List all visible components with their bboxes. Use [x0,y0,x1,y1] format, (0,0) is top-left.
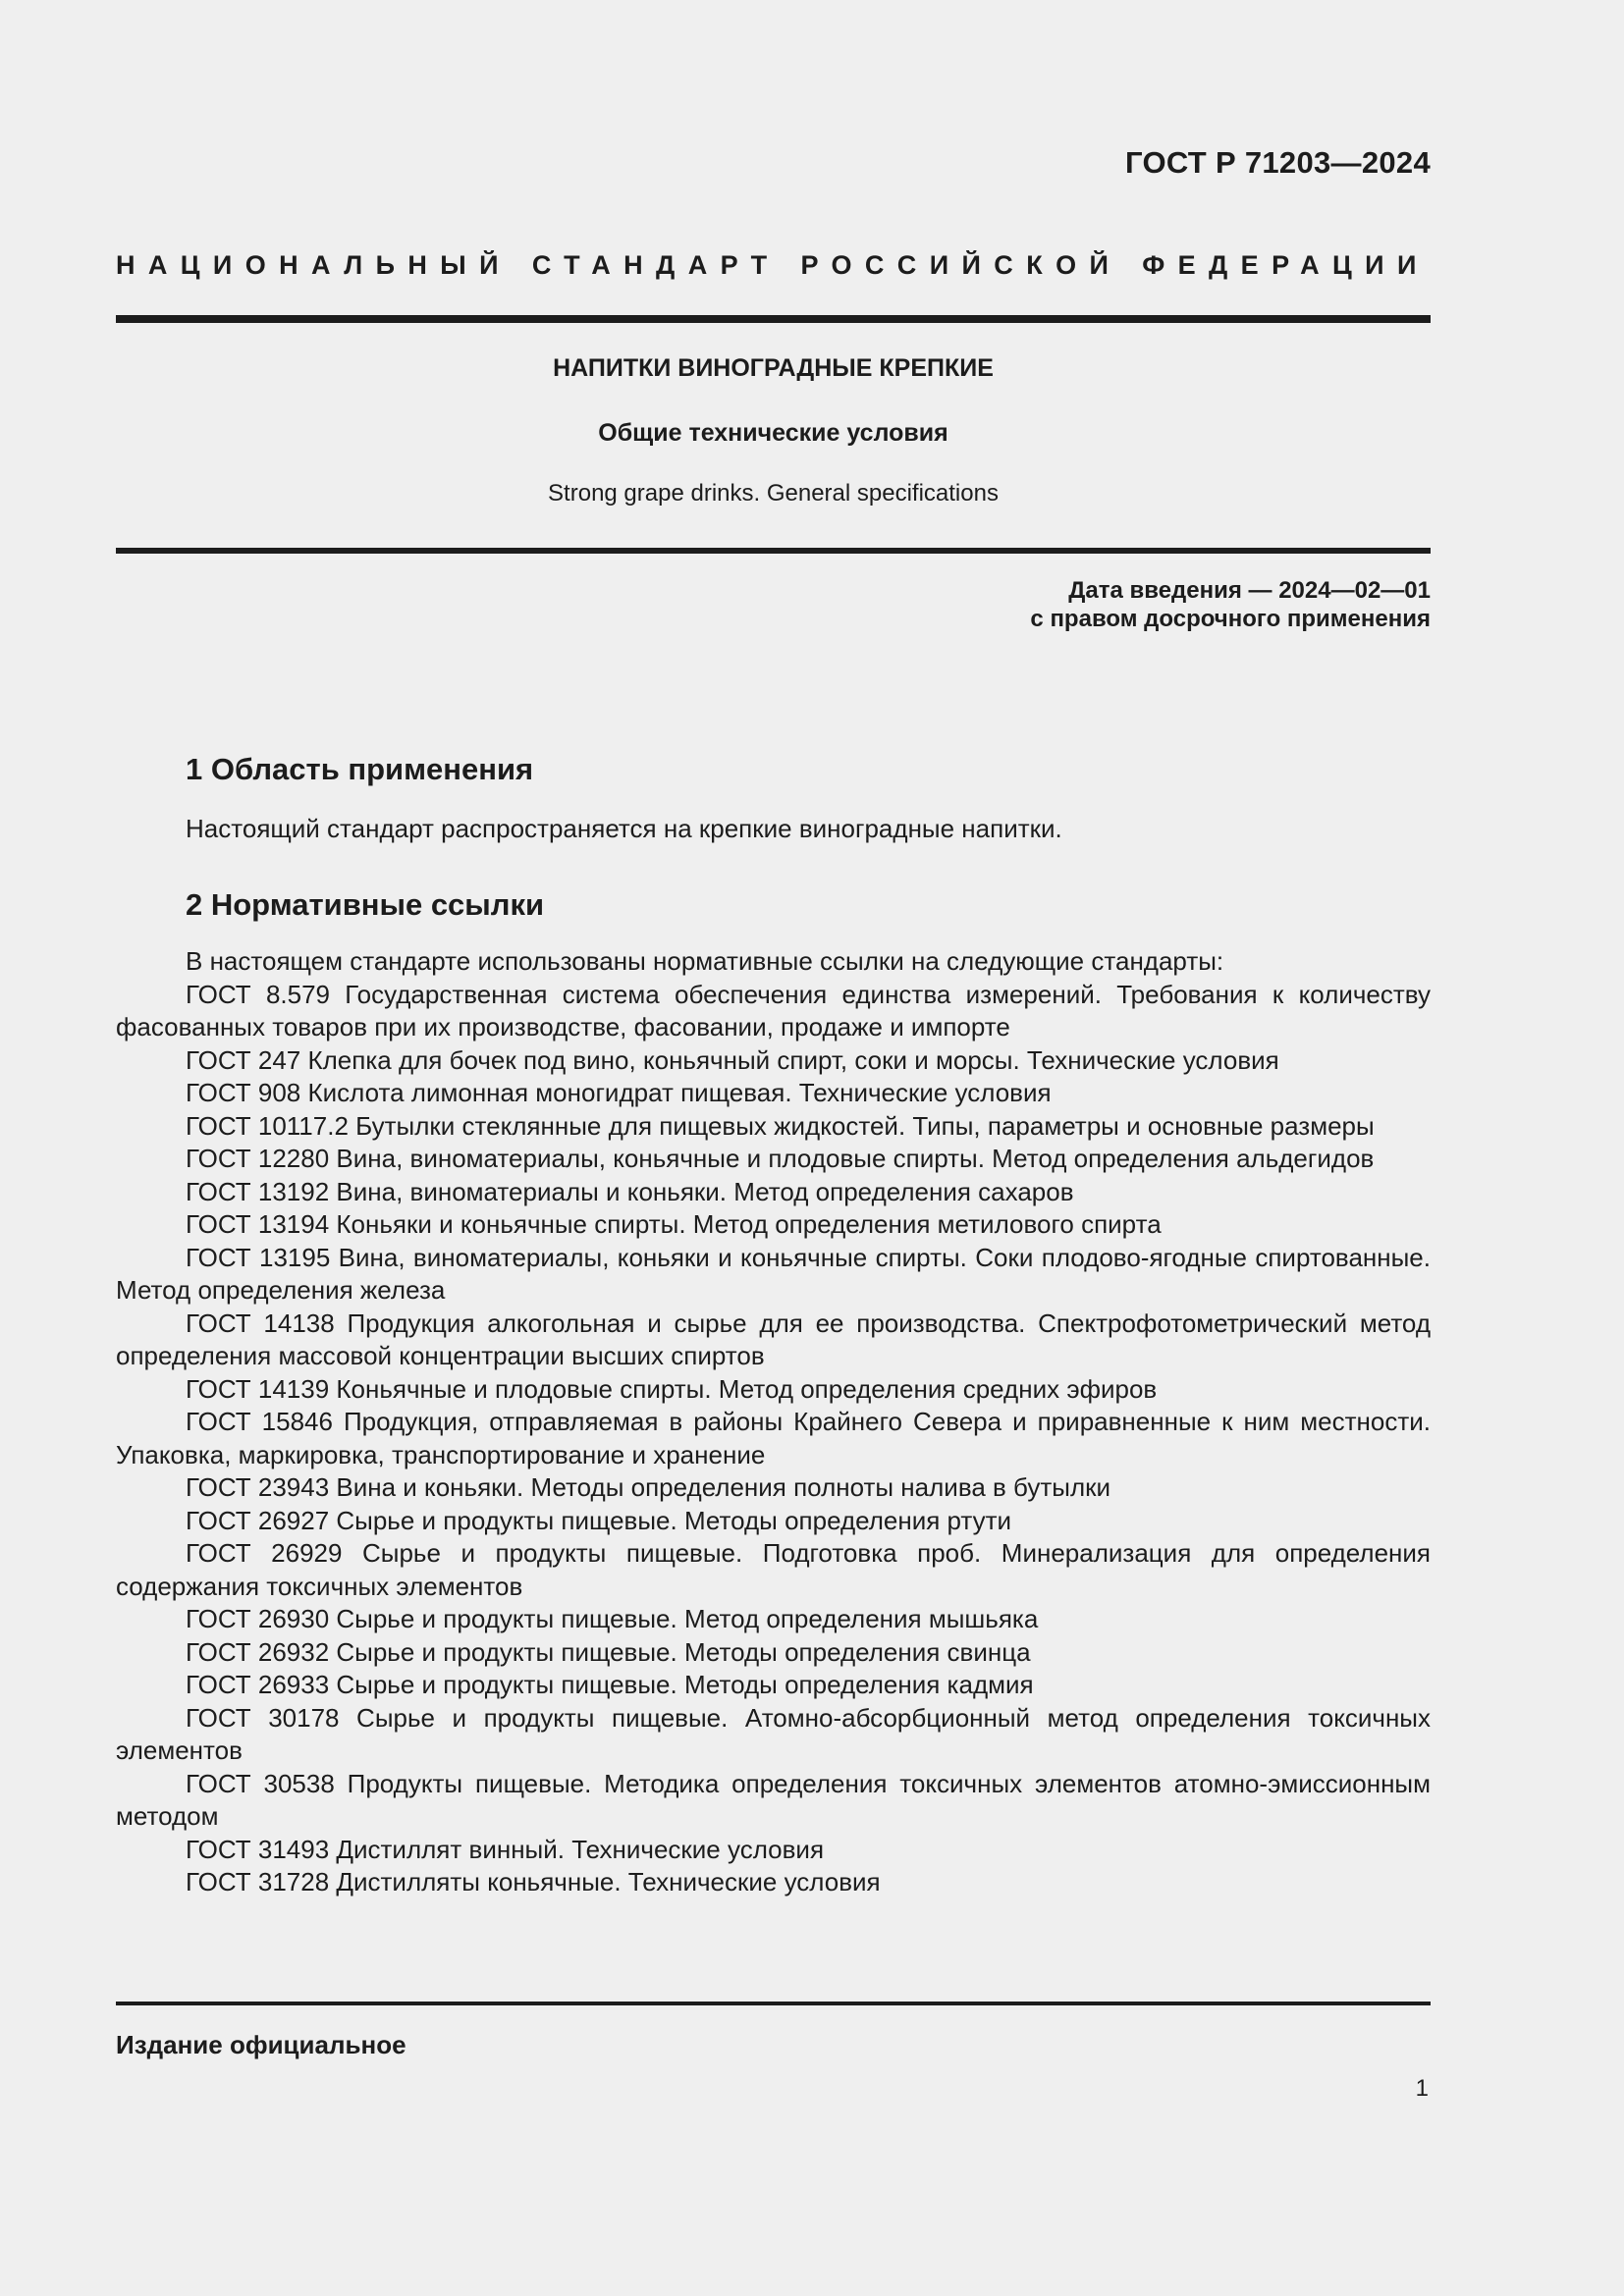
national-standard-heading: НАЦИОНАЛЬНЫЙ СТАНДАРТ РОССИЙСКОЙ ФЕДЕРАЦИИ [116,250,1430,280]
reference-item: ГОСТ 30538 Продукты пищевые. Методика определения токсичных элементов атомно-эмиссионным методом [116,1768,1431,1831]
english-title: Strong grape drinks. General specifications [548,480,999,507]
references-intro: В настоящем стандарте использованы нормативные ссылки на следующие стандарты: [186,946,1224,976]
section-2-heading: 2 Нормативные ссылки [186,887,545,922]
reference-item: ГОСТ 26933 Сырье и продукты пищевые. Методы определения кадмия [186,1670,1034,1699]
reference-item: ГОСТ 14138 Продукция алкогольная и сырье для ее производства. Спектрофотометрический метод определения массовой концентрации высших спиртов [116,1308,1431,1370]
reference-item: ГОСТ 30178 Сырье и продукты пищевые. Атомно-абсорбционный метод определения токсичных элементов [116,1702,1431,1765]
official-edition-label: Издание официальное [116,2030,406,2059]
reference-item: ГОСТ 31728 Дистилляты коньячные. Технические условия [186,1867,881,1896]
reference-item: ГОСТ 247 Клепка для бочек под вино, коньячный спирт, соки и морсы. Технические условия [186,1044,1279,1075]
normative-references-list [116,945,1431,1899]
page-number: 1 [1415,2075,1429,2102]
section-1-text: Настоящий стандарт распространяется на крепкие виноградные напитки. [186,814,1062,843]
reference-item: ГОСТ 23943 Вина и коньяки. Методы определения полноты налива в бутылки [186,1472,1111,1502]
intro-date: Дата введения — 2024—02—01 [1068,577,1431,604]
reference-item: ГОСТ 26930 Сырье и продукты пищевые. Метод определения мышьяка [186,1604,1039,1633]
reference-item: ГОСТ 31493 Дистиллят винный. Технические условия [186,1834,825,1864]
section-1-heading: 1 Область применения [186,752,534,786]
reference-item: ГОСТ 10117.2 Бутылки стеклянные для пищевых жидкостей. Типы, параметры и основные размеры [186,1110,1375,1141]
reference-item: ГОСТ 13195 Вина, виноматериалы, коньяки и коньячные спирты. Соки плодово-ягодные спиртованные. Метод определения железа [116,1242,1431,1305]
top-divider [116,315,1431,323]
reference-item: ГОСТ 908 Кислота лимонная моногидрат пищевая. Технические условия [186,1078,1052,1107]
title-divider [116,548,1431,554]
reference-item: ГОСТ 26929 Сырье и продукты пищевые. Подготовка проб. Минерализация для определения содержания токсичных элементов [116,1538,1431,1601]
reference-item: ГОСТ 12280 Вина, виноматериалы, коньячные и плодовые спирты. Метод определения альдегидов [186,1144,1375,1173]
document-number: ГОСТ Р 71203—2024 [1125,145,1431,180]
document-title: НАПИТКИ ВИНОГРАДНЫЕ КРЕПКИЕ [553,354,994,382]
reference-item: ГОСТ 15846 Продукция, отправляемая в районы Крайнего Севера и приравненные к ним местности. Упаковка, маркировка, транспортирование и хранение [116,1407,1431,1469]
document-subtitle: Общие технические условия [598,419,948,447]
footer-divider [116,2002,1431,2005]
reference-item: ГОСТ 14139 Коньячные и плодовые спирты. Метод определения средних эфиров [186,1373,1158,1404]
reference-item: ГОСТ 26927 Сырье и продукты пищевые. Методы определения ртути [186,1505,1012,1535]
reference-item: ГОСТ 26932 Сырье и продукты пищевые. Методы определения свинца [186,1636,1031,1667]
reference-item: ГОСТ 13194 Коньяки и коньячные спирты. Метод определения метилового спирта [186,1209,1162,1239]
reference-item: ГОСТ 8.579 Государственная система обеспечения единства измерений. Требования к количеству фасованных товаров при их производстве, фасовании, продаже и импорте [116,979,1431,1041]
early-application-note: с правом досрочного применения [1030,606,1431,632]
reference-item: ГОСТ 13192 Вина, виноматериалы и коньяки. Метод определения сахаров [186,1176,1074,1206]
